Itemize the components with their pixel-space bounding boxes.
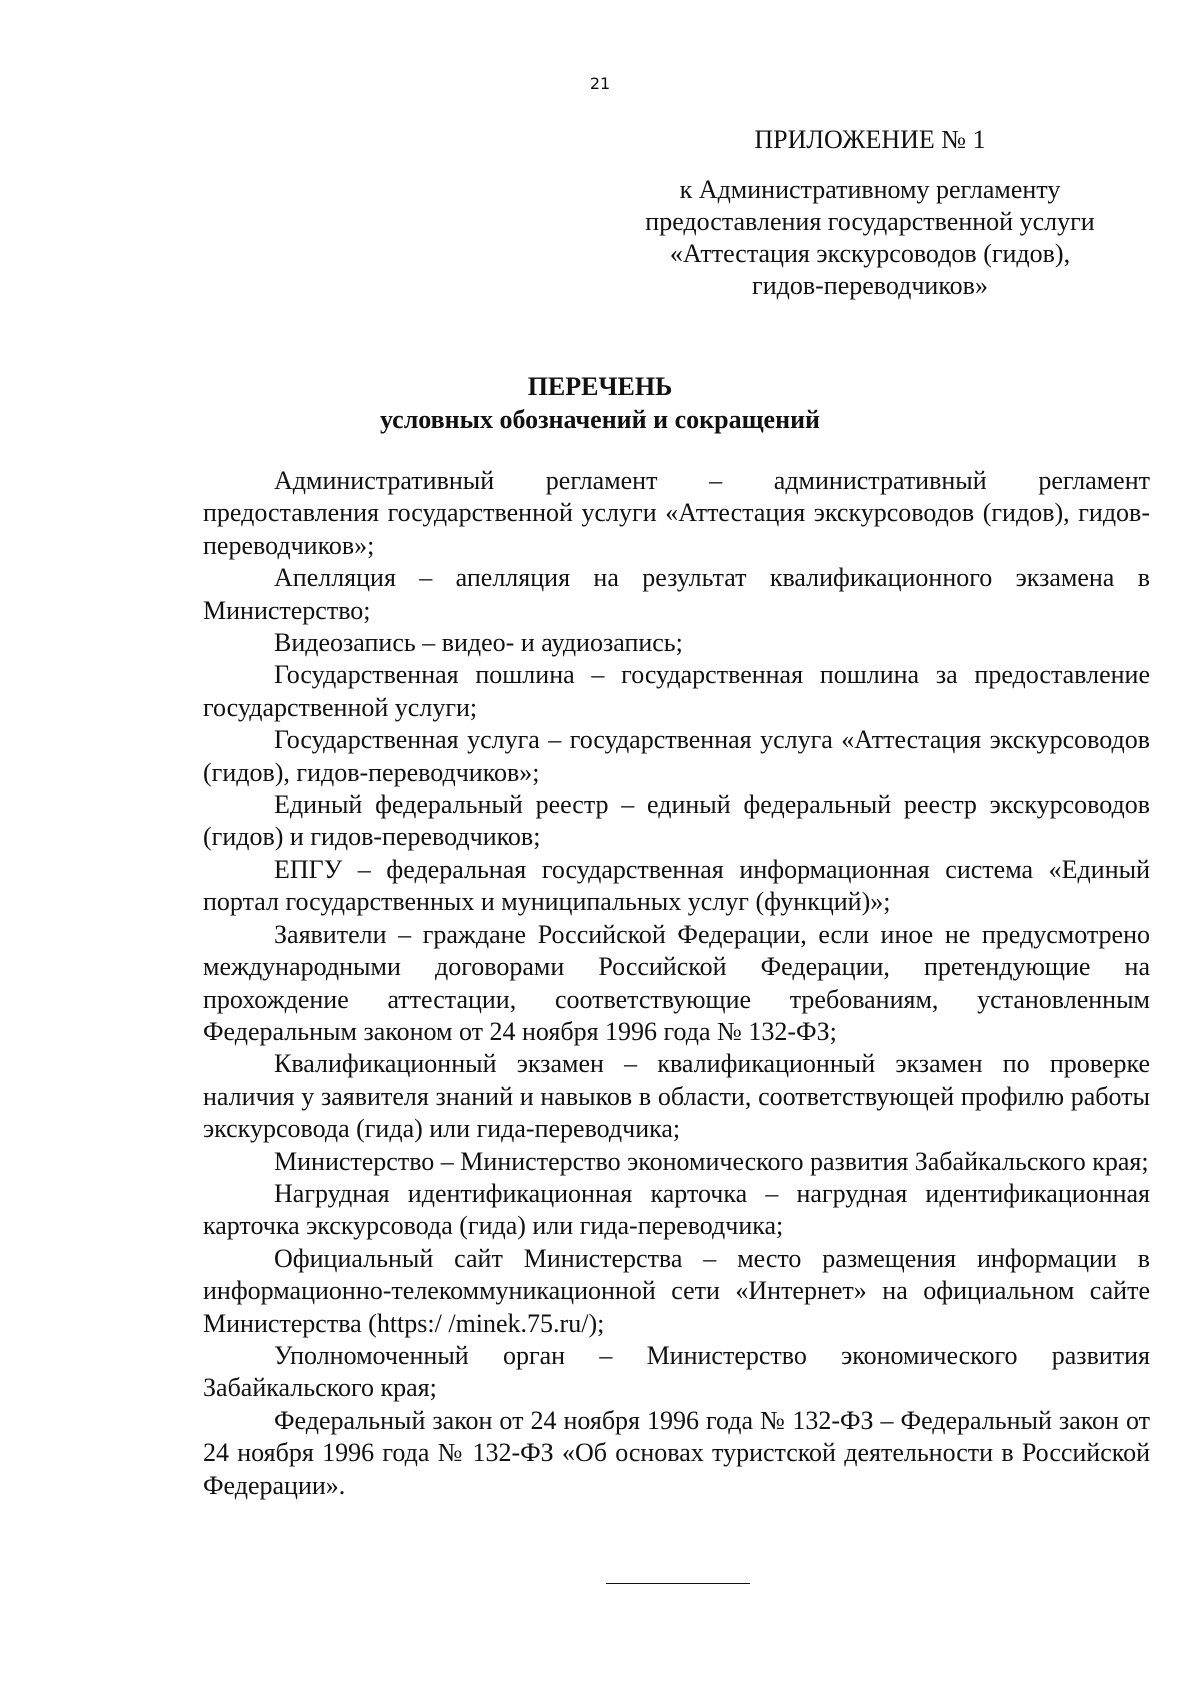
definition-paragraph: Видеозапись – видео- и аудиозапись; bbox=[274, 628, 683, 658]
definition-paragraph: Уполномоченный орган – Министерство экономического развития Забайкальского края; bbox=[203, 1340, 1150, 1403]
end-divider bbox=[606, 1583, 750, 1584]
appendix-line: гидов-переводчиков» bbox=[752, 271, 988, 300]
definition-paragraph: Официальный сайт Министерства – место размещения информации в информационно-телекоммуникационной сети «Интернет» на официальном сайте Министерства (https:/ /minek.75.ru/); bbox=[203, 1243, 1150, 1338]
document-title-main: ПЕРЕЧЕНЬ bbox=[527, 372, 673, 401]
definition-paragraph: Федеральный закон от 24 ноября 1996 года № 132-ФЗ – Федеральный закон от 24 ноября 1996 года № 132-ФЗ «Об основах туристской деятельности в Российской Федерации». bbox=[203, 1405, 1150, 1500]
appendix-line: предоставления государственной услуги bbox=[645, 207, 1095, 236]
appendix-title: ПРИЛОЖЕНИЕ № 1 bbox=[754, 125, 986, 154]
definition-paragraph: Апелляция – апелляция на результат квалификационного экзамена в Министерство; bbox=[203, 563, 1150, 625]
definition-paragraph: Административный регламент – административный регламент предоставления государственной услуги «Аттестация экскурсоводов (гидов), гидов-переводчиков»; bbox=[203, 466, 1150, 560]
document-title-subtitle: условных обозначений и сокращений bbox=[379, 405, 821, 434]
definition-paragraph: Нагрудная идентификационная карточка – нагрудная идентификационная карточка экскурсовода (гида) или гида-переводчика; bbox=[203, 1178, 1150, 1241]
document-title bbox=[0, 370, 1200, 436]
definition-paragraph: ЕПГУ – федеральная государственная информационная система «Единый портал государственных и муниципальных услуг (функций)»; bbox=[203, 854, 1150, 917]
appendix-line: к Административному регламенту bbox=[679, 175, 1061, 204]
definition-paragraph: Государственная пошлина – государственная пошлина за предоставление государственной услуги; bbox=[203, 660, 1150, 722]
definitions-list bbox=[203, 465, 1150, 1502]
page-number: 21 bbox=[589, 74, 611, 93]
definition-paragraph: Министерство – Министерство экономического развития Забайкальского края; bbox=[274, 1146, 1149, 1176]
appendix-line: «Аттестация экскурсоводов (гидов), bbox=[669, 239, 1071, 268]
definition-paragraph: Единый федеральный реестр – единый федеральный реестр экскурсоводов (гидов) и гидов-переводчиков; bbox=[203, 790, 1150, 852]
appendix-header bbox=[640, 124, 1100, 302]
definition-paragraph: Государственная услуга – государственная услуга «Аттестация экскурсоводов (гидов), гидов-переводчиков»; bbox=[203, 725, 1150, 787]
definition-paragraph: Квалификационный экзамен – квалификационный экзамен по проверке наличия у заявителя знаний и навыков в области, соответствующей профилю работы экскурсовода (гида) или гида-переводчика; bbox=[203, 1049, 1150, 1144]
definition-paragraph: Заявители – граждане Российской Федерации, если иное не предусмотрено международными договорами Российской Федерации, претендующие на прохождение аттестации, соответствующие требованиям, установленным Федеральным законом от 24 ноября 1996 года № 132-ФЗ; bbox=[203, 919, 1150, 1046]
